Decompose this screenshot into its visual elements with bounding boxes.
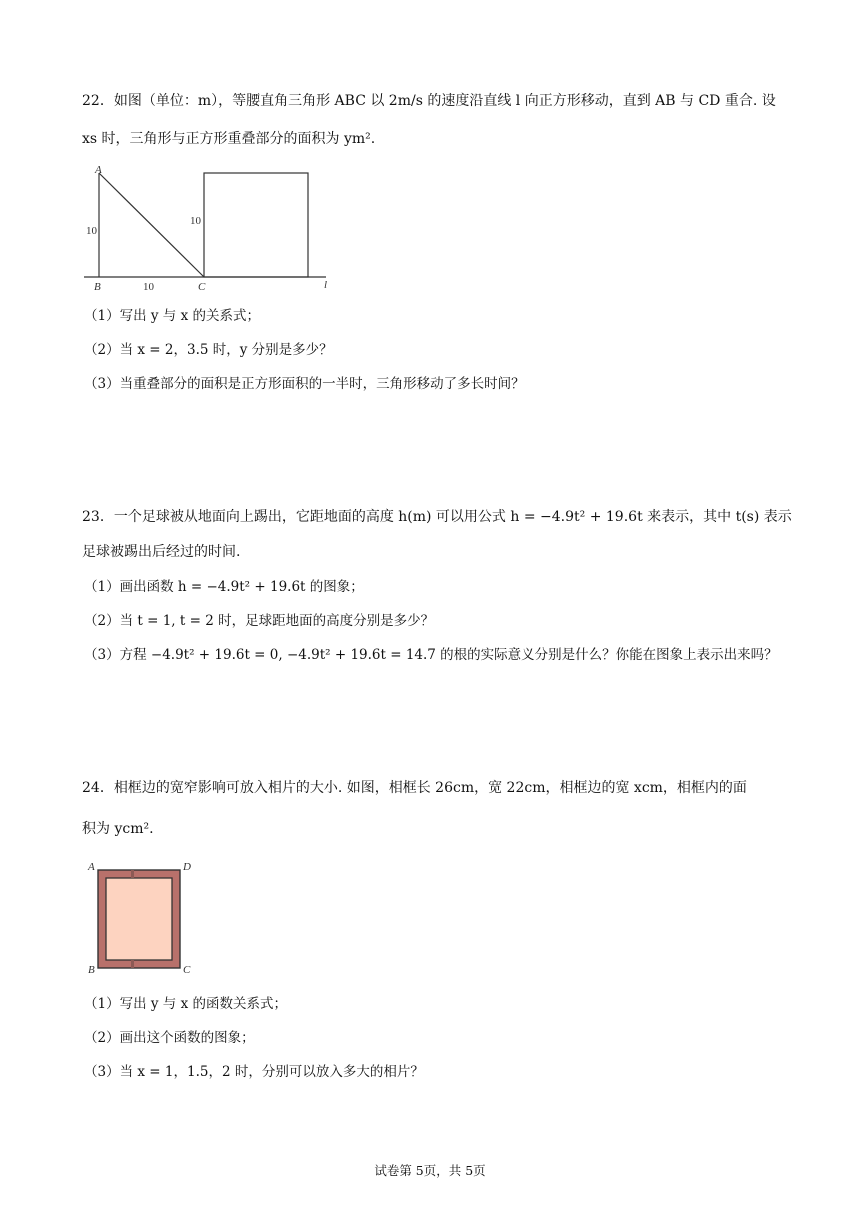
q22-stem-line2: xs 时，三角形与正方形重叠部分的面积为 ym².: [82, 131, 376, 147]
q23-stem-line2: 足球被踢出后经过的时间.: [82, 544, 241, 560]
q24-stem-line1: 24．相框边的宽窄影响可放入相片的大小. 如图，相框长 26cm，宽 22cm，相框边的宽 xcm，相框内的面: [82, 780, 747, 796]
q23-sub3: （3）方程 −4.9t² + 19.6t = 0, −4.9t² + 19.6t = 14.7 的根的实际意义分别是什么？你能在图象上表示出来吗？: [84, 647, 778, 663]
q22-sub3: （3）当重叠部分的面积是正方形面积的一半时，三角形移动了多长时间？: [84, 376, 525, 392]
q24-sub3: （3）当 x = 1，1.5，2 时，分别可以放入多大的相片？: [84, 1064, 424, 1080]
frame-inner: [106, 878, 172, 960]
label-A: A: [95, 164, 102, 176]
square: [204, 173, 308, 277]
label-C: C: [198, 281, 206, 293]
side-AC: [99, 173, 204, 277]
q24-sub2: （2）画出这个函数的图象；: [84, 1030, 255, 1046]
q22-figure: [80, 160, 340, 295]
q24-stem-line2: 积为 ycm².: [82, 821, 154, 837]
label-l: l: [324, 279, 328, 291]
q22-stem-line1: 22．如图（单位：m），等腰直角三角形 ABC 以 2m/s 的速度沿直线 l 向正方形移动，直到 AB 与 CD 重合. 设: [82, 93, 776, 109]
label-left-side: 10: [86, 225, 97, 237]
label-square-side: 10: [190, 215, 201, 227]
label-A: A: [88, 861, 95, 873]
q22-sub2: （2）当 x = 2，3.5 时，y 分别是多少？: [84, 342, 333, 358]
label-base: 10: [143, 281, 154, 293]
label-C: C: [183, 964, 191, 976]
q23-sub1: （1）画出函数 h = −4.9t² + 19.6t 的图象；: [84, 579, 364, 595]
q24-figure: [84, 856, 204, 978]
q24-sub1: （1）写出 y 与 x 的函数关系式；: [84, 996, 287, 1012]
label-B: B: [94, 281, 101, 293]
label-D: D: [183, 861, 191, 873]
q23-stem-line1: 23．一个足球被从地面向上踢出，它距地面的高度 h(m) 可以用公式 h = −4.9t² + 19.6t 来表示，其中 t(s) 表示: [82, 509, 792, 525]
page-footer: 试卷第 5页，共 5页: [374, 1163, 486, 1178]
q23-sub2: （2）当 t = 1, t = 2 时，足球距地面的高度分别是多少？: [84, 613, 435, 629]
label-B: B: [88, 964, 95, 976]
q22-sub1: （1）写出 y 与 x 的关系式；: [84, 308, 260, 324]
